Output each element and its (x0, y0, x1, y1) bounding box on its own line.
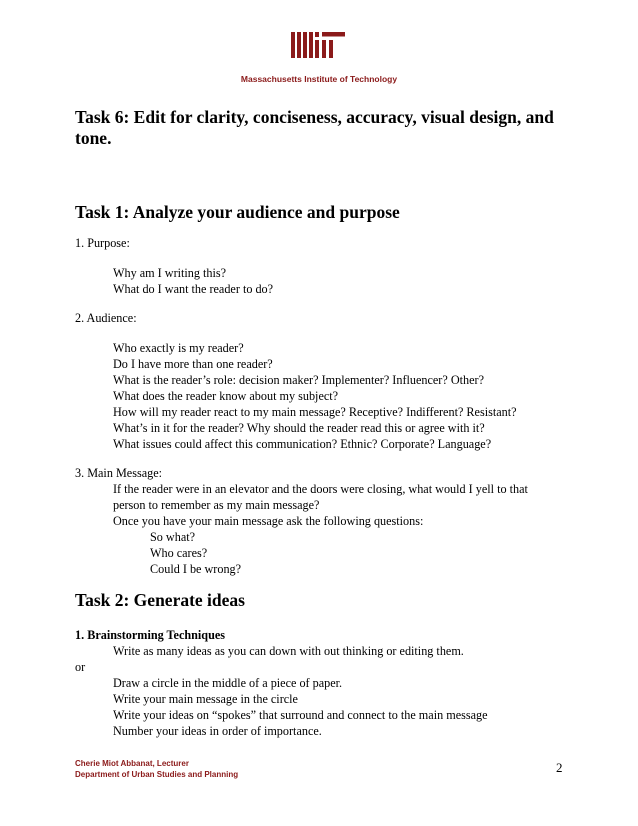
main-message-label: 3. Main Message: (75, 466, 162, 480)
alt-item: Number your ideas in order of importance. (113, 724, 322, 738)
task2-heading: Task 2: Generate ideas (75, 590, 245, 610)
question-item: So what? (150, 530, 196, 544)
footer-author: Cherie Miot Abbanat, Lecturer (75, 759, 189, 768)
alt-item: Write your main message in the circle (113, 692, 298, 706)
alt-item: Write your ideas on “spokes” that surround and connect to the main message (113, 708, 488, 722)
purpose-item: What do I want the reader to do? (113, 282, 274, 296)
audience-label: 2. Audience: (75, 311, 137, 325)
task6-heading (75, 107, 554, 149)
question-item: Could I be wrong? (150, 562, 242, 576)
footer-department: Department of Urban Studies and Planning (75, 770, 239, 779)
main-message-item: Once you have your main message ask the following questions: (113, 514, 424, 528)
audience-item: What does the reader know about my subject? (113, 389, 339, 403)
institute-name: Massachusetts Institute of Technology (240, 74, 398, 84)
task1-heading: Task 1: Analyze your audience and purpose (75, 202, 400, 222)
page-number: 2 (556, 760, 563, 775)
brainstorm-item: Write as many ideas as you can down with out thinking or editing them. (113, 644, 464, 658)
task6-heading-line1: Task 6: Edit for clarity, conciseness, accuracy, visual design, and (75, 107, 554, 127)
purpose-label: 1. Purpose: (75, 236, 130, 250)
audience-item: What issues could affect this communication? Ethnic? Corporate? Language? (113, 437, 492, 451)
audience-item: How will my reader react to my main message? Receptive? Indifferent? Resistant? (113, 405, 517, 419)
audience-item: What’s in it for the reader? Why should the reader read this or agree with it? (113, 421, 485, 435)
main-message-item: If the reader were in an elevator and the doors were closing, what would I yell to that (113, 482, 528, 496)
audience-item: What is the reader’s role: decision maker? Implementer? Influencer? Other? (113, 373, 484, 387)
task6-heading-line2: tone. (75, 128, 112, 148)
brainstorm-label: 1. Brainstorming Techniques (75, 628, 226, 642)
audience-item: Who exactly is my reader? (113, 341, 244, 355)
or-text: or (75, 660, 86, 674)
audience-item: Do I have more than one reader? (113, 357, 273, 371)
question-item: Who cares? (150, 546, 208, 560)
purpose-item: Why am I writing this? (113, 266, 227, 280)
alt-item: Draw a circle in the middle of a piece of paper. (113, 676, 343, 690)
mit-logo (291, 30, 351, 60)
main-message-item: person to remember as my main message? (113, 498, 320, 512)
